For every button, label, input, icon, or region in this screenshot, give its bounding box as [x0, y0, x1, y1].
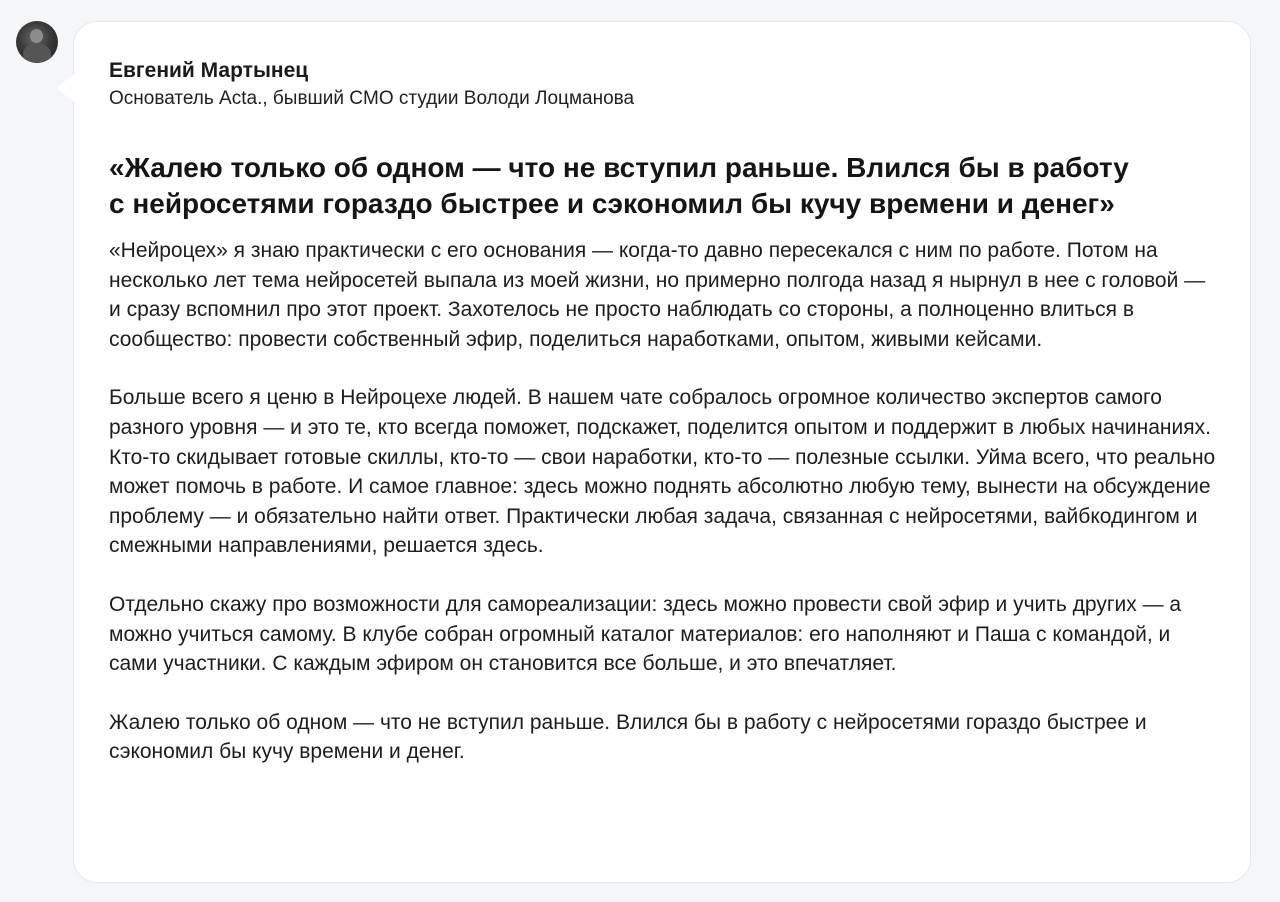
review-paragraph: Жалею только об одном — что не вступил раньше. Влился бы в работу с нейросетями гораздо быстрее и сэкономил бы кучу времени и денег.	[109, 710, 1147, 764]
review-paragraph: Отдельно скажу про возможности для самореализации: здесь можно провести свой эфир и учить других — а можно учиться самому. В клубе собран огромный каталог материалов: его наполняют и Паша с командой, и сами участники. С каждым эфиром он становится все больше, и это впечатляет.	[109, 592, 1182, 676]
author-name: Евгений Мартынец	[109, 59, 309, 82]
review-paragraph: Больше всего я ценю в Нейроцехе людей. В нашем чате собралось огромное количество экспертов самого разного уровня — и это те, кто всегда поможет, подскажет, поделится опытом и поддержит в любых начинаниях. Кто-то скидывает готовые скиллы, кто-то — свои наработки, кто-то — полезные ссылки. Уйма всего, что реально может помочь в работе. И самое главное: здесь можно поднять абсолютно любую тему, вынести на обсуждение проблему — и обязательно найти ответ. Практически любая задача, связанная с нейросетями, вайбкодингом и смежными направлениями, решается здесь.	[109, 386, 1216, 558]
review-quote-title: «Жалею только об одном — что не вступил раньше. Влился бы в работу с нейросетями гораздо быстрее и сэкономил бы кучу времени и денег»	[109, 152, 1129, 219]
review-content	[109, 58, 1219, 767]
review-paragraph: «Нейроцех» я знаю практически с его основания — когда-то давно пересекался с ним по работе. Потом на несколько лет тема нейросетей выпала из моей жизни, но примерно полгода назад я нырнул в нее с головой — и сразу вспомнил про этот проект. Захотелось не просто наблюдать со стороны, а полноценно влиться в сообщество: провести собственный эфир, поделиться наработками, опытом, живыми кейсами.	[109, 239, 1206, 351]
author-avatar	[16, 21, 58, 63]
review-card-tail	[56, 74, 74, 102]
author-role: Основатель Acta., бывший CMO студии Володи Лоцманова	[109, 88, 635, 109]
